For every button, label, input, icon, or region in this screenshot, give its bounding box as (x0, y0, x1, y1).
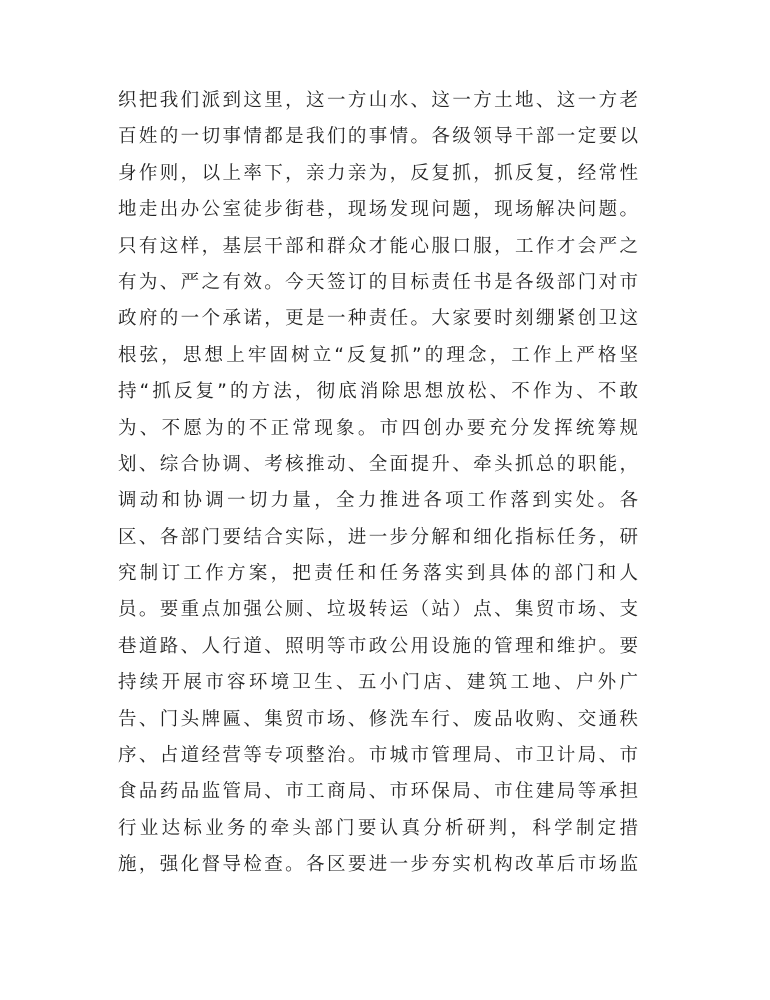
text-line: 有为、严之有效。今天签订的目标责任书是各级部门对市 (118, 271, 638, 293)
text-line: 序、占道经营等专项整治。市城市管理局、市卫计局、市 (118, 745, 638, 767)
text-line: 身作则，以上率下，亲力亲为，反复抓，抓反复，经常性 (118, 162, 638, 184)
text-line: 究制订工作方案，把责任和任务落实到具体的部门和人 (118, 563, 638, 585)
text-line: 巷道路、人行道、照明等市政公用设施的管理和维护。要 (118, 635, 638, 657)
text-line: 食品药品监管局、市工商局、市环保局、市住建局等承担 (118, 781, 638, 803)
text-line: 地走出办公室徒步街巷，现场发现问题，现场解决问题。 (118, 199, 638, 221)
text-line: 员。要重点加强公厕、垃圾转运（站）点、集贸市场、支 (118, 599, 638, 621)
text-line: 行业达标业务的牵头部门要认真分析研判，科学制定措 (118, 817, 638, 839)
text-line: 划、综合协调、考核推动、全面提升、牵头抓总的职能， (118, 453, 638, 475)
text-line: 只有这样，基层干部和群众才能心服口服，工作才会严之 (118, 235, 638, 257)
text-line: 区、各部门要结合实际，进一步分解和细化指标任务，研 (118, 526, 638, 548)
text-line: 根弦，思想上牢固树立“反复抓”的理念，工作上严格坚 (118, 344, 638, 366)
text-line: 政府的一个承诺，更是一种责任。大家要时刻绷紧创卫这 (118, 308, 638, 330)
text-line: 持续开展市容环境卫生、五小门店、建筑工地、户外广 (118, 672, 638, 694)
text-line: 施，强化督导检查。各区要进一步夯实机构改革后市场监 (118, 854, 638, 876)
body-text (118, 83, 638, 884)
text-line: 百姓的一切事情都是我们的事情。各级领导干部一定要以 (118, 126, 638, 148)
text-line: 调动和协调一切力量，全力推进各项工作落到实处。各 (118, 490, 638, 512)
text-line: 为、不愿为的不正常现象。市四创办要充分发挥统筹规 (118, 417, 638, 439)
text-line: 持“抓反复”的方法，彻底消除思想放松、不作为、不敢 (118, 381, 638, 403)
text-line: 告、门头牌匾、集贸市场、修洗车行、废品收购、交通秩 (118, 708, 638, 730)
text-line: 织把我们派到这里，这一方山水、这一方土地、这一方老 (118, 90, 638, 111)
